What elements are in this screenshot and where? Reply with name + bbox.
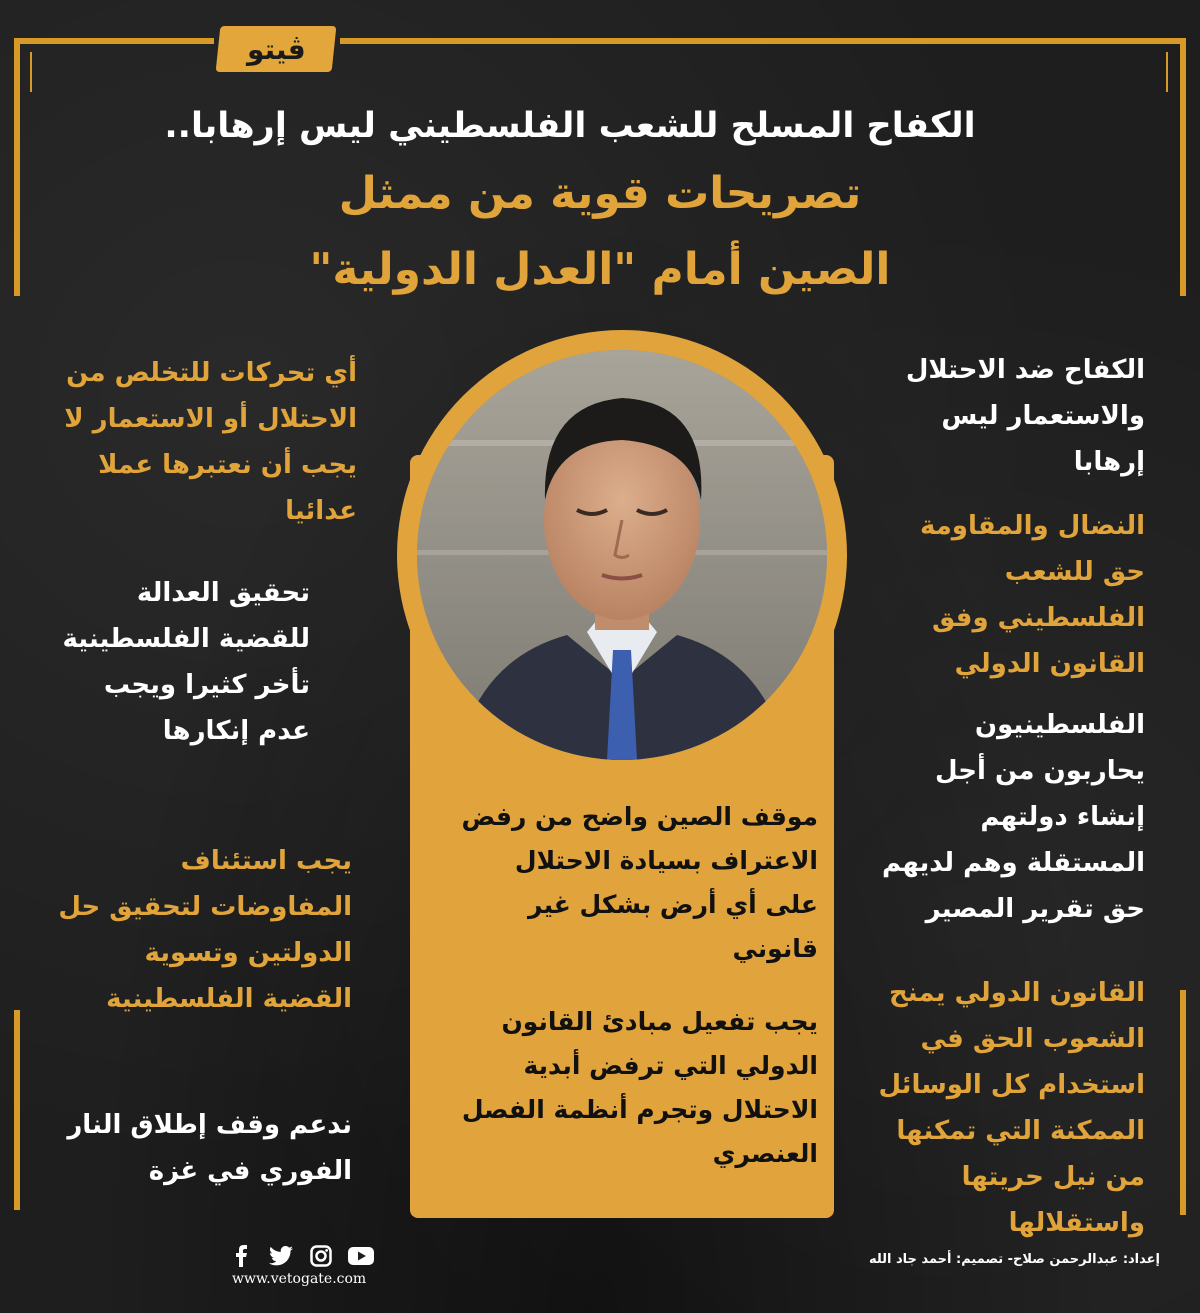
headline-line-1: الكفاح المسلح للشعب الفلسطيني ليس إرهابا..: [164, 106, 976, 146]
youtube-icon[interactable]: [348, 1243, 374, 1269]
headline-line-2: تصريحات قوية من ممثل: [338, 168, 862, 219]
frame-bottom-right-vertical: [1180, 990, 1186, 1215]
brand-logo-text: ڤيتو: [246, 32, 306, 66]
left-statement-4: ندعم وقف إطلاق النار الفوري في غزة: [67, 1110, 352, 1186]
facebook-icon[interactable]: [228, 1243, 254, 1269]
frame-left-inner-vertical: [30, 52, 32, 92]
brand-logo: [216, 26, 337, 72]
right-statement-3: الفلسطينيون يحاربون من أجل إنشاء دولتهم المستقلة وهم لديهم حق تقرير المصير: [881, 710, 1145, 924]
social-icons: [228, 1243, 374, 1269]
right-statement-4: القانون الدولي يمنح الشعوب الحق في استخدام كل الوسائل الممكنة التي تمكنها من نيل حريتها واستقلالها: [878, 978, 1145, 1238]
credits: إعداد: عبدالرحمن صلاح- تصميم: أحمد جاد الله: [868, 1252, 1160, 1267]
center-statement-1: موقف الصين واضح من رفض الاعتراف بسيادة الاحتلال على أي أرض بشكل غير قانوني: [461, 802, 818, 963]
frame-right-inner-vertical: [1166, 52, 1168, 92]
center-statement-2: يجب تفعيل مبادئ القانون الدولي التي ترفض أبدية الاحتلال وتجرم أنظمة الفصل العنصري: [461, 1007, 818, 1168]
left-statement-2: تحقيق العدالة للقضية الفلسطينية تأخر كثيرا ويجب عدم إنكارها: [62, 578, 310, 746]
twitter-icon[interactable]: [268, 1243, 294, 1269]
frame-bottom-left-vertical: [14, 1010, 20, 1210]
speaker-photo: [417, 350, 827, 760]
headline-line-3: الصين أمام "العدل الدولية": [309, 244, 891, 295]
frame-top-left-horizontal: [14, 38, 214, 44]
frame-left-vertical: [14, 38, 20, 296]
frame-right-vertical: [1180, 38, 1186, 296]
left-statement-3: يجب استئناف المفاوضات لتحقيق حل الدولتين وتسوية القضية الفلسطينية: [58, 846, 352, 1014]
left-statement-1: أي تحركات للتخلص من الاحتلال أو الاستعمار لا يجب أن نعتبرها عملا عدائيا: [64, 358, 357, 526]
right-statement-2: النضال والمقاومة حق للشعب الفلسطيني وفق القانون الدولي: [919, 511, 1145, 679]
website-url: www.vetogate.com: [232, 1271, 367, 1287]
instagram-icon[interactable]: [308, 1243, 334, 1269]
frame-top-right-horizontal: [340, 38, 1186, 44]
right-statement-1: الكفاح ضد الاحتلال والاستعمار ليس إرهابا: [905, 355, 1145, 477]
